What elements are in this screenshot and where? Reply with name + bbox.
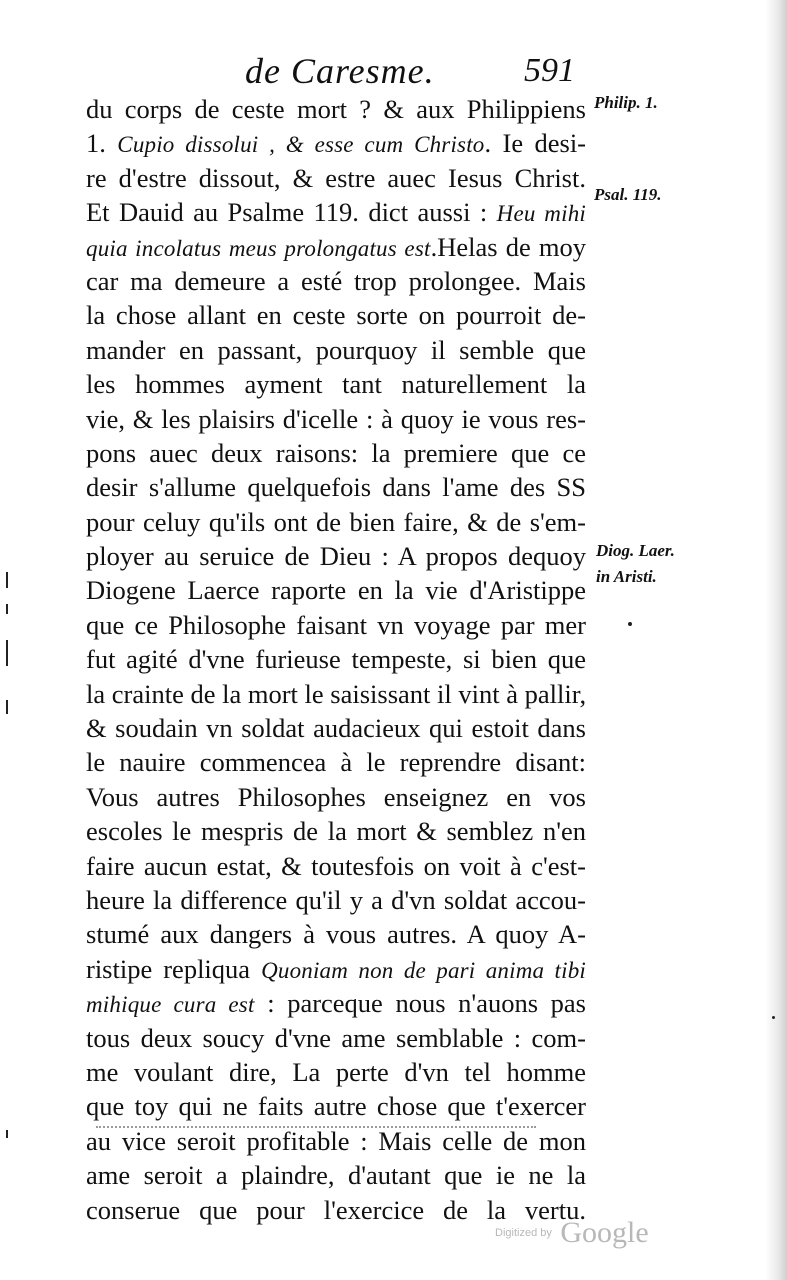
text-segment: Diogene Laerce raporte en la vie d'Aristippe (86, 575, 586, 606)
text-line (86, 195, 586, 229)
text-segment: conserue que pour l'exercice de la vertu. (86, 1194, 586, 1225)
digitized-by-watermark (495, 1216, 649, 1250)
text-line (86, 745, 586, 779)
text-line (86, 264, 586, 298)
text-segment: .Helas de moy (430, 231, 586, 262)
text-segment: stumé aux dangers à vous autres. A quoy A- (86, 919, 586, 950)
text-segment: pour celuy qu'ils ont de bien faire, & de s'em- (86, 506, 586, 537)
text-line (86, 333, 586, 367)
text-segment: vie, & les plaisirs d'icelle : à quoy ie vous res- (86, 403, 586, 434)
watermark-digitized-by: Digitized by (495, 1227, 552, 1239)
text-line (86, 539, 586, 573)
text-segment: au vice seroit profitable : Mais celle de mon (86, 1125, 586, 1156)
text-line (86, 230, 586, 264)
text-segment: ristipe repliqua (86, 953, 262, 984)
text-segment: me voulant dire, La perte d'vn tel homme (86, 1056, 586, 1087)
text-segment: Vous autres Philosophes enseignez en vos (86, 781, 586, 812)
text-line (86, 883, 586, 917)
text-segment: escoles le mespris de la mort & semblez n'en (86, 816, 586, 847)
text-line (86, 1055, 586, 1089)
footer-rule (96, 1126, 536, 1128)
text-line (86, 1089, 586, 1123)
text-line (86, 1021, 586, 1055)
page-binding-edge (765, 0, 787, 1280)
ink-speck (772, 1016, 775, 1019)
text-line (86, 608, 586, 642)
text-segment: pons auec deux raisons: la premiere que ce (86, 437, 586, 468)
text-line (86, 952, 586, 986)
text-segment: desir s'allume quelquefois dans l'ame des SS (86, 472, 586, 503)
text-line (86, 642, 586, 676)
text-line (86, 92, 586, 126)
text-segment: heure la difference qu'il y a d'vn soldat accou- (86, 884, 586, 915)
text-line (86, 573, 586, 607)
text-segment: 1. (86, 128, 118, 159)
text-segment: que toy qui ne faits autre chose que t'exercer (86, 1091, 586, 1122)
text-line (86, 986, 586, 1020)
page-number: 591 (524, 52, 575, 89)
running-title: de Caresme. (245, 51, 435, 91)
ink-speck (628, 622, 632, 626)
text-segment: ployer au seruice de Dieu : A propos dequoy (86, 541, 586, 572)
text-segment: du corps de ceste mort ? & aux Philippiens (86, 94, 586, 124)
text-segment: Et Dauid au Psalme 119. dict aussi : (86, 197, 497, 228)
margin-note-psal: Psal. 119. (594, 185, 662, 204)
text-line (86, 677, 586, 711)
text-segment: la crainte de la mort le saisissant il vint à pallir, (86, 678, 587, 709)
text-line (86, 470, 586, 504)
text-line (86, 161, 586, 195)
text-segment: tous deux soucy d'vne ame semblable : com- (86, 1022, 586, 1053)
text-segment: les hommes ayment tant naturellement la (86, 369, 586, 400)
latin-quotation: mihique cura est (86, 992, 255, 1018)
text-segment: re d'estre dissout, & estre auec Iesus Christ. (86, 162, 586, 193)
watermark-brand: Google (560, 1216, 649, 1249)
text-line (86, 1158, 586, 1192)
text-line (86, 436, 586, 470)
text-segment: : parceque nous n'auons pas (254, 988, 586, 1019)
margin-note-diog: Diog. Laer. (596, 541, 675, 560)
text-line (86, 505, 586, 539)
text-line (86, 126, 586, 160)
latin-quotation: quia incolatus meus prolongatus est (86, 235, 431, 261)
text-segment: la chose allant en ceste sorte on pourroit de- (86, 300, 586, 331)
text-segment: . Ie desi- (484, 128, 587, 159)
text-segment: mander en passant, pourquoy il semble que (86, 334, 586, 365)
latin-quotation: Cupio dissolui , & esse cum Christo (117, 132, 485, 158)
latin-quotation: Quoniam non de pari anima tibi (261, 957, 586, 983)
text-line (86, 917, 586, 951)
text-line (86, 402, 586, 436)
text-segment: & soudain vn soldat audacieux qui estoit dans (86, 713, 586, 744)
text-line (86, 298, 586, 332)
text-line (86, 814, 586, 848)
text-segment: le nauire commencea à le reprendre disant: (86, 747, 586, 778)
text-line (86, 849, 586, 883)
text-segment: car ma demeure a esté trop prolongee. Mais (86, 265, 586, 296)
latin-quotation: Heu mihi (496, 201, 586, 227)
text-segment: fut agité d'vne furieuse tempeste, si bien que (86, 644, 586, 675)
body-text (86, 92, 586, 1227)
margin-note-arist: in Aristi. (596, 567, 657, 586)
margin-note-philip: Philip. 1. (594, 93, 658, 112)
text-line (86, 780, 586, 814)
text-segment: ame seroit a plaindre, d'autant que ie ne la (86, 1160, 586, 1191)
text-segment: que ce Philosophe faisant vn voyage par mer (86, 609, 586, 640)
text-line (86, 367, 586, 401)
text-line (86, 711, 586, 745)
text-line (86, 1124, 586, 1158)
text-segment: faire aucun estat, & toutesfois on voit à c'est- (86, 850, 586, 881)
